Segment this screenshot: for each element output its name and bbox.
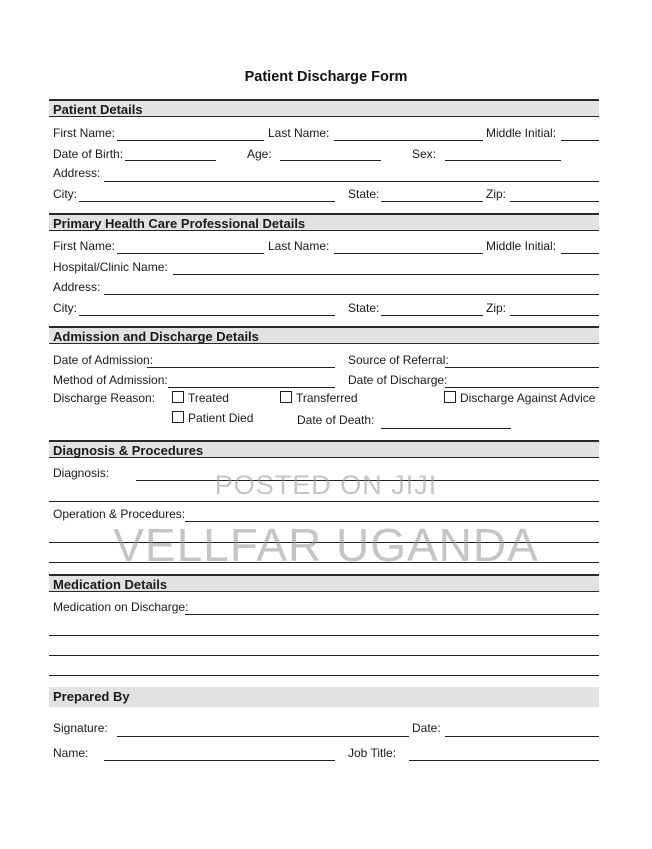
professional-state-field[interactable] bbox=[381, 315, 483, 316]
date-of-discharge-label: Date of Discharge: bbox=[348, 373, 448, 387]
watermark-vellfar-uganda: VELLFAR UGANDA bbox=[113, 519, 539, 571]
professional-middle-initial-label: Middle Initial: bbox=[486, 239, 557, 253]
patient-city-label: City: bbox=[53, 187, 77, 201]
date-of-death-label: Date of Death: bbox=[297, 413, 375, 427]
medication-on-discharge-field[interactable] bbox=[185, 614, 599, 615]
professional-city-label: City: bbox=[53, 301, 77, 315]
patient-city-field[interactable] bbox=[79, 201, 335, 202]
treated-checkbox[interactable] bbox=[172, 391, 184, 403]
operation-procedures-label: Operation & Procedures: bbox=[53, 507, 186, 521]
professional-zip-field[interactable] bbox=[510, 315, 599, 316]
patient-middle-initial-label: Middle Initial: bbox=[486, 126, 557, 140]
date-of-discharge-field[interactable] bbox=[445, 387, 599, 388]
operation-procedures-field-line-3[interactable] bbox=[49, 562, 599, 563]
prepared-date-label: Date: bbox=[412, 721, 441, 735]
professional-address-field[interactable] bbox=[104, 294, 599, 295]
operation-procedures-field[interactable] bbox=[185, 521, 599, 522]
section-professional-details: Primary Health Care Professional Details bbox=[49, 213, 599, 231]
diagnosis-label: Diagnosis: bbox=[53, 466, 110, 480]
diagnosis-field[interactable] bbox=[136, 480, 599, 481]
patient-address-label: Address: bbox=[53, 166, 101, 180]
professional-address-label: Address: bbox=[53, 280, 101, 294]
signature-label: Signature: bbox=[53, 721, 108, 735]
patient-age-label: Age: bbox=[247, 147, 272, 161]
patient-age-field[interactable] bbox=[280, 160, 381, 161]
patient-middle-initial-field[interactable] bbox=[561, 140, 599, 141]
job-title-label: Job Title: bbox=[348, 746, 397, 760]
date-of-death-field[interactable] bbox=[381, 428, 511, 429]
patient-dob-label: Date of Birth: bbox=[53, 147, 124, 161]
discharge-against-advice-label: Discharge Against Advice bbox=[460, 391, 596, 405]
professional-last-name-field[interactable] bbox=[334, 253, 483, 254]
patient-first-name-label: First Name: bbox=[53, 126, 116, 140]
prepared-name-field[interactable] bbox=[104, 760, 335, 761]
prepared-date-field[interactable] bbox=[445, 736, 599, 737]
watermark-posted-on-jiji: POSTED ON JIJI bbox=[214, 470, 438, 500]
patient-last-name-label: Last Name: bbox=[268, 126, 330, 140]
professional-first-name-field[interactable] bbox=[117, 253, 264, 254]
patient-died-checkbox[interactable] bbox=[172, 411, 184, 423]
professional-zip-label: Zip: bbox=[486, 301, 507, 315]
diagnosis-field-line-2[interactable] bbox=[49, 501, 599, 502]
discharge-against-advice-checkbox[interactable] bbox=[444, 391, 456, 403]
transferred-checkbox[interactable] bbox=[280, 391, 292, 403]
section-admission-discharge: Admission and Discharge Details bbox=[49, 326, 599, 344]
patient-zip-field[interactable] bbox=[510, 201, 599, 202]
method-of-admission-label: Method of Admission: bbox=[53, 373, 168, 387]
operation-procedures-field-line-2[interactable] bbox=[49, 542, 599, 543]
medication-field-line-4[interactable] bbox=[49, 675, 599, 676]
patient-sex-label: Sex: bbox=[412, 147, 437, 161]
patient-sex-field[interactable] bbox=[445, 160, 561, 161]
section-prepared-by: Prepared By bbox=[49, 687, 599, 707]
transferred-label: Transferred bbox=[296, 391, 358, 405]
medication-on-discharge-label: Medication on Discharge: bbox=[53, 600, 189, 614]
professional-city-field[interactable] bbox=[79, 315, 335, 316]
patient-zip-label: Zip: bbox=[486, 187, 507, 201]
section-diagnosis-procedures: Diagnosis & Procedures bbox=[49, 440, 599, 458]
section-medication-details: Medication Details bbox=[49, 574, 599, 592]
treated-label: Treated bbox=[188, 391, 229, 405]
patient-state-label: State: bbox=[348, 187, 380, 201]
hospital-name-field[interactable] bbox=[173, 274, 599, 275]
patient-state-field[interactable] bbox=[381, 201, 483, 202]
method-of-admission-field[interactable] bbox=[168, 387, 335, 388]
patient-dob-field[interactable] bbox=[125, 160, 216, 161]
signature-field[interactable] bbox=[117, 736, 409, 737]
source-of-referral-label: Source of Referral: bbox=[348, 353, 449, 367]
professional-last-name-label: Last Name: bbox=[268, 239, 330, 253]
hospital-name-label: Hospital/Clinic Name: bbox=[53, 260, 168, 274]
patient-address-field[interactable] bbox=[104, 181, 599, 182]
date-of-admission-label: Date of Admission: bbox=[53, 353, 154, 367]
patient-died-label: Patient Died bbox=[188, 411, 254, 425]
date-of-admission-field[interactable] bbox=[147, 367, 335, 368]
professional-first-name-label: First Name: bbox=[53, 239, 116, 253]
professional-state-label: State: bbox=[348, 301, 380, 315]
section-patient-details: Patient Details bbox=[49, 99, 599, 117]
source-of-referral-field[interactable] bbox=[445, 367, 599, 368]
medication-field-line-2[interactable] bbox=[49, 635, 599, 636]
patient-last-name-field[interactable] bbox=[334, 140, 483, 141]
professional-middle-initial-field[interactable] bbox=[561, 253, 599, 254]
job-title-field[interactable] bbox=[409, 760, 599, 761]
prepared-name-label: Name: bbox=[53, 746, 89, 760]
medication-field-line-3[interactable] bbox=[49, 655, 599, 656]
patient-first-name-field[interactable] bbox=[117, 140, 264, 141]
discharge-reason-label: Discharge Reason: bbox=[53, 391, 156, 405]
form-title: Patient Discharge Form bbox=[244, 69, 408, 85]
